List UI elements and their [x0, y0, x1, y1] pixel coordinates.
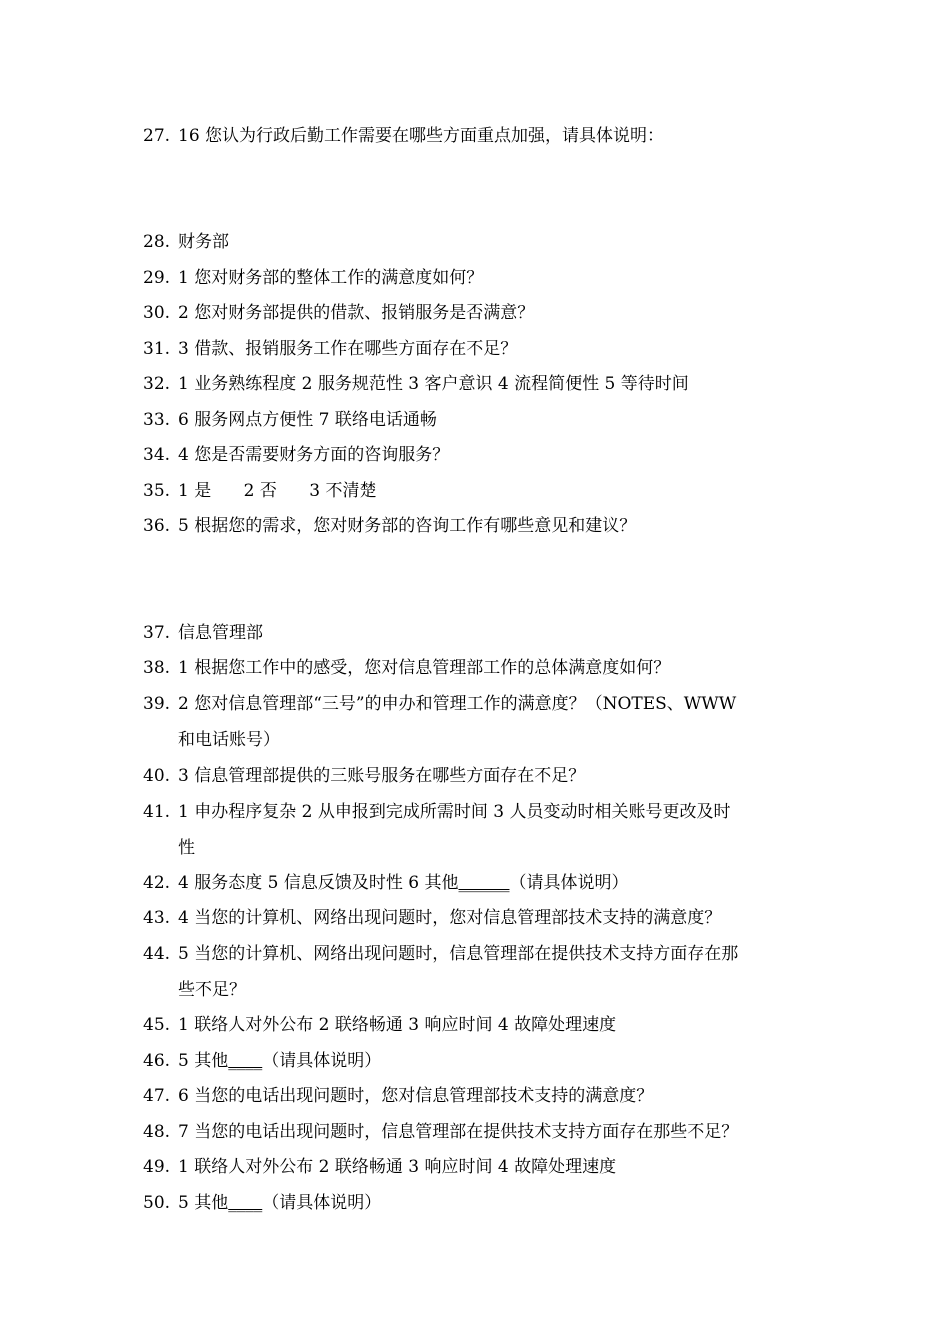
item-text: 5 根据您的需求，您对财务部的咨询工作有哪些意见和建议？ — [178, 516, 637, 536]
item-text: 5 当您的计算机、网络出现问题时，信息管理部在提供技术支持方面存在那 — [178, 944, 739, 964]
item-number: 48. — [143, 1122, 171, 1142]
item-text: 4 服务态度 5 信息反馈及时性 6 其他 — [178, 873, 459, 893]
item-text: 1 联络人对外公布 2 联络畅通 3 响应时间 4 故障处理速度 — [178, 1157, 617, 1177]
item-text: 2 您对信息管理部“三号”的申办和管理工作的满意度？（NOTES、WWW — [178, 694, 737, 714]
item-text-continued: 性 — [178, 838, 195, 858]
item-number: 35. — [143, 481, 171, 501]
item-text: 3 借款、报销服务工作在哪些方面存在不足？ — [178, 339, 518, 359]
item-text: 1 根据您工作中的感受，您对信息管理部工作的总体满意度如何？ — [178, 658, 671, 678]
item-text-continued: 些不足？ — [178, 980, 246, 1000]
item-text: 财务部 — [178, 232, 229, 252]
item-number: 43. — [143, 908, 171, 928]
item-text-suffix: （请具体说明） — [262, 1051, 382, 1071]
item-number: 29. — [143, 268, 171, 288]
item-text: 4 您是否需要财务方面的咨询服务？ — [178, 445, 450, 465]
fill-in-blank: ______ — [458, 873, 510, 893]
item-text: 16 您认为行政后勤工作需要在哪些方面重点加强，请具体说明： — [178, 126, 665, 146]
item-number: 50. — [143, 1193, 171, 1213]
item-text: 7 当您的电话出现问题时，信息管理部在提供技术支持方面存在那些不足？ — [178, 1122, 739, 1142]
item-number: 44. — [143, 944, 171, 964]
item-text: 5 其他 — [178, 1051, 229, 1071]
item-text: 3 信息管理部提供的三账号服务在哪些方面存在不足？ — [178, 766, 586, 786]
item-text-suffix: （请具体说明） — [262, 1193, 382, 1213]
item-text-suffix: （请具体说明） — [509, 873, 629, 893]
item-text: 1 您对财务部的整体工作的满意度如何？ — [178, 268, 484, 288]
item-text: 6 当您的电话出现问题时，您对信息管理部技术支持的满意度？ — [178, 1086, 654, 1106]
item-number: 28. — [143, 232, 171, 252]
fill-in-blank: ____ — [228, 1051, 263, 1071]
item-text: 5 其他 — [178, 1193, 229, 1213]
item-text: 1 联络人对外公布 2 联络畅通 3 响应时间 4 故障处理速度 — [178, 1015, 617, 1035]
item-text: 1 业务熟练程度 2 服务规范性 3 客户意识 4 流程简便性 5 等待时间 — [178, 374, 689, 394]
item-number: 49. — [143, 1157, 171, 1177]
item-text: 1 申办程序复杂 2 从申报到完成所需时间 3 人员变动时相关账号更改及时 — [178, 802, 731, 822]
item-number: 45. — [143, 1015, 171, 1035]
item-number: 27. — [143, 126, 171, 146]
item-number: 40. — [143, 766, 171, 786]
item-text: 2 您对财务部提供的借款、报销服务是否满意？ — [178, 303, 535, 323]
item-number: 42. — [143, 873, 171, 893]
item-number: 31. — [143, 339, 171, 359]
item-number: 33. — [143, 410, 171, 430]
item-number: 34. — [143, 445, 171, 465]
item-number: 39. — [143, 694, 171, 714]
item-number: 47. — [143, 1086, 171, 1106]
item-number: 30. — [143, 303, 171, 323]
item-number: 36. — [143, 516, 171, 536]
item-text: 1 是 2 否 3 不清楚 — [178, 481, 377, 501]
item-text: 4 当您的计算机、网络出现问题时，您对信息管理部技术支持的满意度？ — [178, 908, 722, 928]
item-text-continued: 和电话账号） — [178, 730, 280, 750]
item-number: 41. — [143, 802, 171, 822]
fill-in-blank: ____ — [228, 1193, 263, 1213]
item-text: 信息管理部 — [178, 623, 263, 643]
item-number: 32. — [143, 374, 171, 394]
item-text: 6 服务网点方便性 7 联络电话通畅 — [178, 410, 437, 430]
item-number: 46. — [143, 1051, 171, 1071]
item-number: 37. — [143, 623, 171, 643]
item-number: 38. — [143, 658, 171, 678]
